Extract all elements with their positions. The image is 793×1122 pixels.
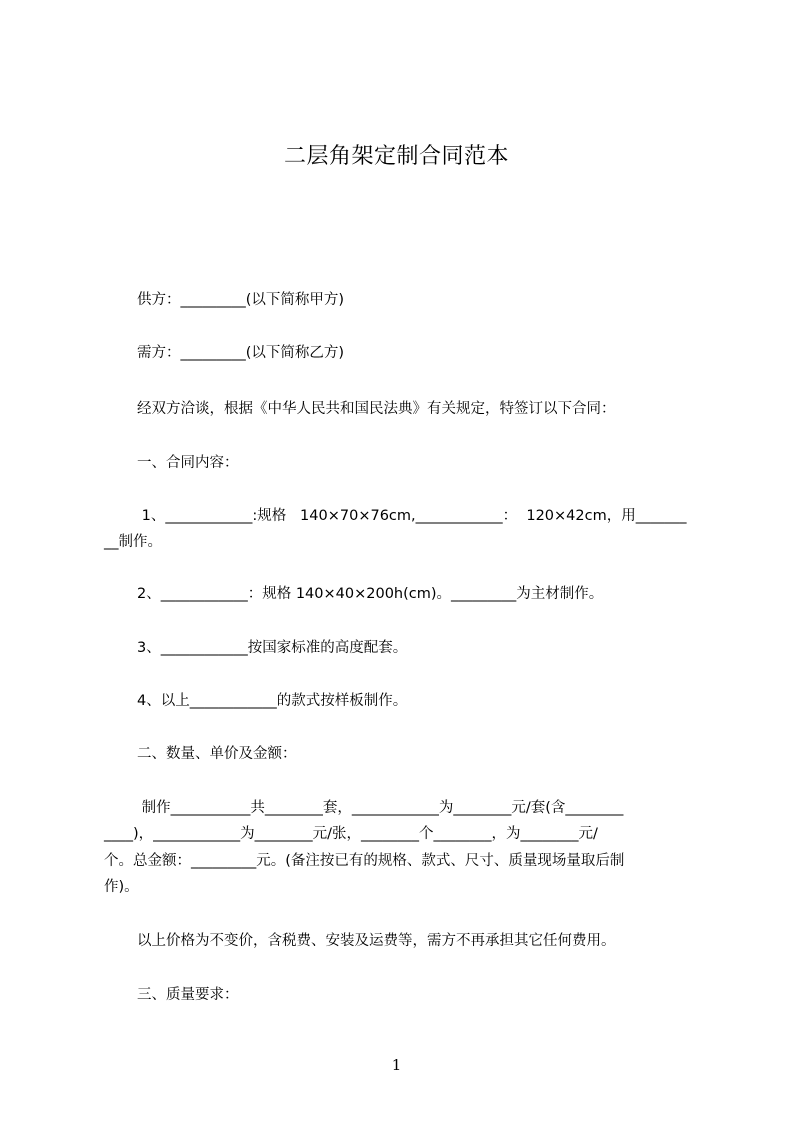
item-2-line: 2、____________：规格 140×40×200h(cm)。_________为主材制作。 [137, 586, 604, 602]
item-3-line: 3、____________按国家标准的高度配套。 [137, 640, 408, 656]
item-1-line-2: __制作。 [104, 534, 162, 550]
page-number: 1 [391, 1056, 402, 1074]
quantity-line-4: 作)。 [104, 879, 139, 895]
quantity-line-3: 个。总金额：_________元。(备注按已有的规格、款式、尺寸、质量现场量取后制 [104, 853, 625, 869]
preamble-line: 经双方洽谈，根据《中华人民共和国民法典》有关规定，特签订以下合同： [137, 401, 616, 417]
section-2-heading: 二、数量、单价及金额： [137, 746, 297, 762]
price-note-line: 以上价格为不变价，含税费、安装及运费等，需方不再承担其它任何费用。 [137, 933, 616, 949]
item-1-line-1: 1、____________:规格 140×70×76cm,____________： 120×42cm，用_______ [137, 508, 687, 524]
quantity-line-1: 制作___________共________套，____________为________元/套(含________ [137, 800, 624, 816]
buyer-line: 需方：_________(以下简称乙方) [137, 345, 345, 361]
supplier-line: 供方：_________(以下简称甲方) [137, 292, 345, 308]
section-3-heading: 三、质量要求： [137, 987, 239, 1003]
item-4-line: 4、以上____________的款式按样板制作。 [137, 693, 408, 709]
section-1-heading: 一、合同内容： [137, 455, 239, 471]
quantity-line-2: ____)，____________为________元/张，________个________，为________元/ [104, 826, 598, 842]
document-title: 二层角架定制合同范本 [283, 144, 509, 169]
